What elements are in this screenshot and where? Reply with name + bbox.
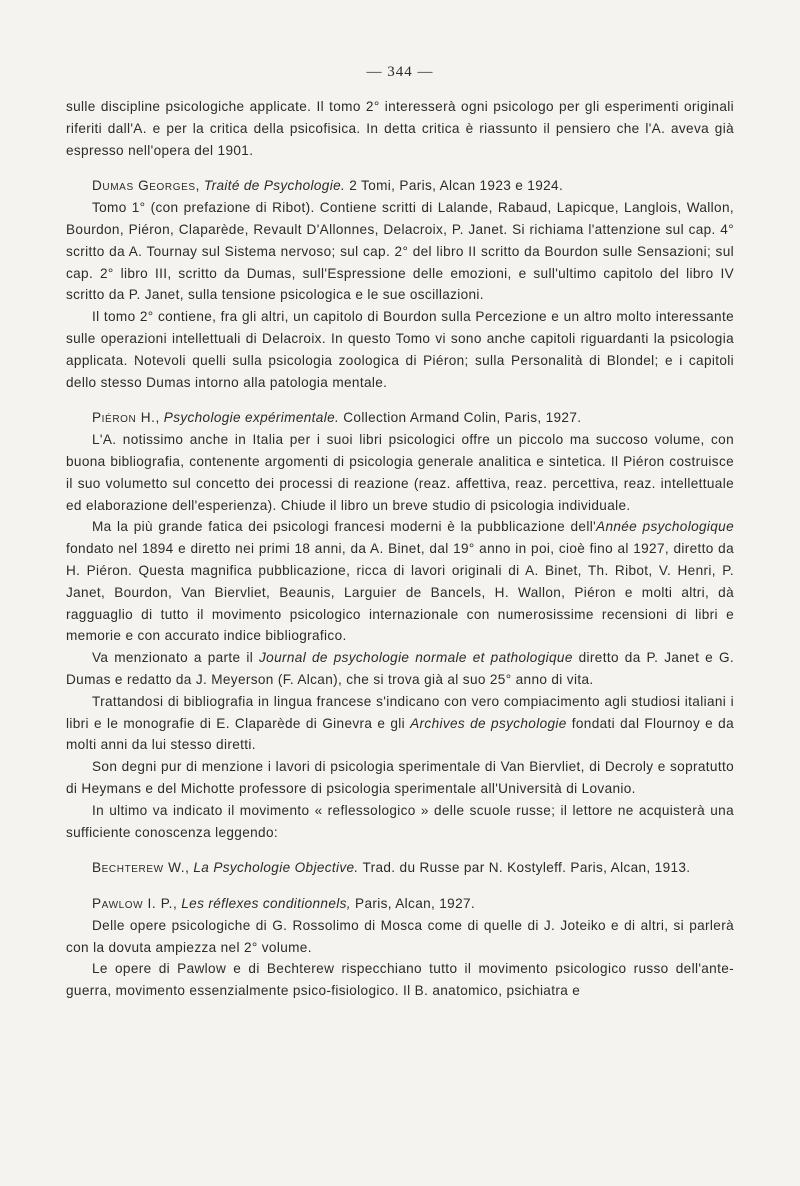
text-run: fondato nel 1894 e diretto nei primi 18 anni, da A. Binet, dal 19° anno in poi, cioè fino al 1927, diretto da H. Piéron. Questa magnifica pubblicazione, ricca di lavori originali di A. Binet, Th. Ribot, V. Henri, P. Janet, Bourdon, Van Biervliet, Beaunis, Larguier de Bancels, H. Wallon, Piéron e molti altri, dà ragguaglio di tutto il movimento psicologico internazionale con numerosissime recensioni di libri e memorie e con accurato indice bibliografico.	[66, 541, 734, 644]
text-run: Tomo 1° (con prefazione di Ribot). Contiene scritti di Lalande, Rabaud, Lapicque, Langlois, Wallon, Bourdon, Piéron, Claparède, Revault D'Allonnes, Delacroix, P. Janet. Si richiama l'attenzione sul cap. 4° scritto da A. Tournay sul Sistema nervoso; sul cap. 2° del libro II scritto da Bourdon sulle Sensazioni; sul cap. 2° libro III, scritto da Dumas, sull'Espressione delle emozioni, e sull'ultimo capitolo del libro IV scritto da P. Janet, sulla tensione psicologica e le sue oscillazioni.	[66, 200, 734, 303]
title-italic: Journal de psychologie normale et pathologique	[259, 650, 573, 666]
text-run: Le opere di Pawlow e di Bechterew rispecchiano tutto il movimento psicologico russo dell'ante-guerra, movimento essenzialmente psico-fisiologico. Il B. anatomico, psichiatra e	[66, 961, 734, 999]
body-text	[66, 96, 734, 1002]
author-name: Piéron H.	[92, 410, 156, 426]
text-run: ,	[195, 178, 204, 194]
text-run: Va menzionato a parte il	[92, 650, 260, 666]
title-italic: Année psychologique	[596, 519, 734, 535]
text-run: ,	[155, 410, 164, 426]
text-run: Collection Armand Colin, Paris, 1927.	[339, 410, 582, 426]
paragraph	[66, 958, 734, 1002]
bibliography-entry	[66, 857, 734, 879]
paragraph	[66, 306, 734, 393]
bibliography-entry	[66, 893, 734, 915]
paragraph	[66, 915, 734, 959]
text-run: Trattandosi di bibliografia in lingua francese s'indicano con vero compiacimento agli studiosi italiani i libri e le monografie di E. Claparède di Ginevra e gli	[66, 693, 734, 731]
text-run: Ma la più grande fatica dei psicologi francesi moderni è la pubblicazione dell'	[92, 519, 597, 535]
paragraph	[66, 647, 734, 691]
bibliography-entry	[66, 175, 734, 197]
text-run: diretto da P. Janet e G. Dumas e redatto da J. Meyerson (F. Alcan), che si trova già al suo 25° anno di vita.	[66, 650, 734, 687]
text-run: L'A. notissimo anche in Italia per i suoi libri psicologici offre un piccolo ma succoso volume, con buona bibliografia, contenente argomenti di psicologia generale analitica e sintetica. Il Piéron costruisce il suo volumetto sul concetto dei processi di reazione (reaz. affettiva, reaz. percettiva, reaz. intellettuale ed elaborazione dell'esperienza). Chiude il libro un breve studio di psicologia individuale.	[66, 432, 734, 513]
title-italic: Psychologie expérimentale.	[163, 410, 340, 426]
title-italic: Les réflexes conditionnels,	[181, 896, 351, 912]
text-run: Trad. du Russe par N. Kostyleff. Paris, Alcan, 1913.	[358, 860, 691, 876]
text-run: In ultimo va indicato il movimento « reflessologico » delle scuole russe; il lettore ne acquisterà una sufficiente conoscenza leggendo:	[66, 802, 734, 840]
text-run: Il tomo 2° contiene, fra gli altri, un capitolo di Bourdon sulla Percezione e un altro molto interessante sulle operazioni intellettuali di Delacroix. In questo Tomo vi sono anche capitoli riguardanti la psicologia applicata. Notevoli quelli sulla psicologia zoologica di Piéron; sulla Personalità di Blondel; e i capitoli dello stesso Dumas intorno alla patologia mentale.	[66, 309, 734, 390]
title-italic: Archives de psychologie	[410, 715, 567, 731]
text-run: ,	[185, 860, 194, 876]
paragraph	[66, 516, 734, 647]
paragraph	[66, 96, 734, 161]
page-number: — 344 —	[366, 64, 434, 80]
text-run: 2 Tomi, Paris, Alcan 1923 e 1924.	[345, 178, 564, 194]
paragraph	[66, 197, 734, 306]
text-run: Delle opere psicologiche di G. Rossolimo di Mosca come di quelle di J. Joteiko e di altri, si parlerà con la dovuta ampiezza nel 2° volume.	[66, 917, 734, 955]
bibliography-entry	[66, 407, 734, 429]
text-run: fondati dal Flournoy e da molti anni da lui stesso diretti.	[66, 715, 734, 753]
paragraph	[66, 756, 734, 800]
title-italic: La Psychologie Objective.	[193, 860, 359, 876]
text-run: ,	[172, 896, 182, 912]
paragraph	[66, 800, 734, 844]
text-run: Son degni pur di menzione i lavori di psicologia sperimentale di Van Biervliet, di Decroly e sopratutto di Heymans e del Michotte professore di psicologia sperimentale all'Università di Lovanio.	[66, 759, 734, 796]
text-run: sulle discipline psicologiche applicate. Il tomo 2° interesserà ogni psicologo per gli esperimenti originali riferiti dall'A. e per la critica della psicofisica. In detta critica è riassunto il pensiero che l'A. aveva già espresso nell'opera del 1901.	[66, 99, 734, 158]
author-name: Bechterew W.	[92, 860, 186, 876]
text-run: Paris, Alcan, 1927.	[350, 896, 476, 912]
paragraph	[66, 691, 734, 756]
author-name: Dumas Georges	[92, 178, 196, 194]
title-italic: Traité de Psychologie.	[203, 178, 346, 194]
author-name: Pawlow I. P.	[92, 896, 173, 912]
paragraph	[66, 429, 734, 516]
